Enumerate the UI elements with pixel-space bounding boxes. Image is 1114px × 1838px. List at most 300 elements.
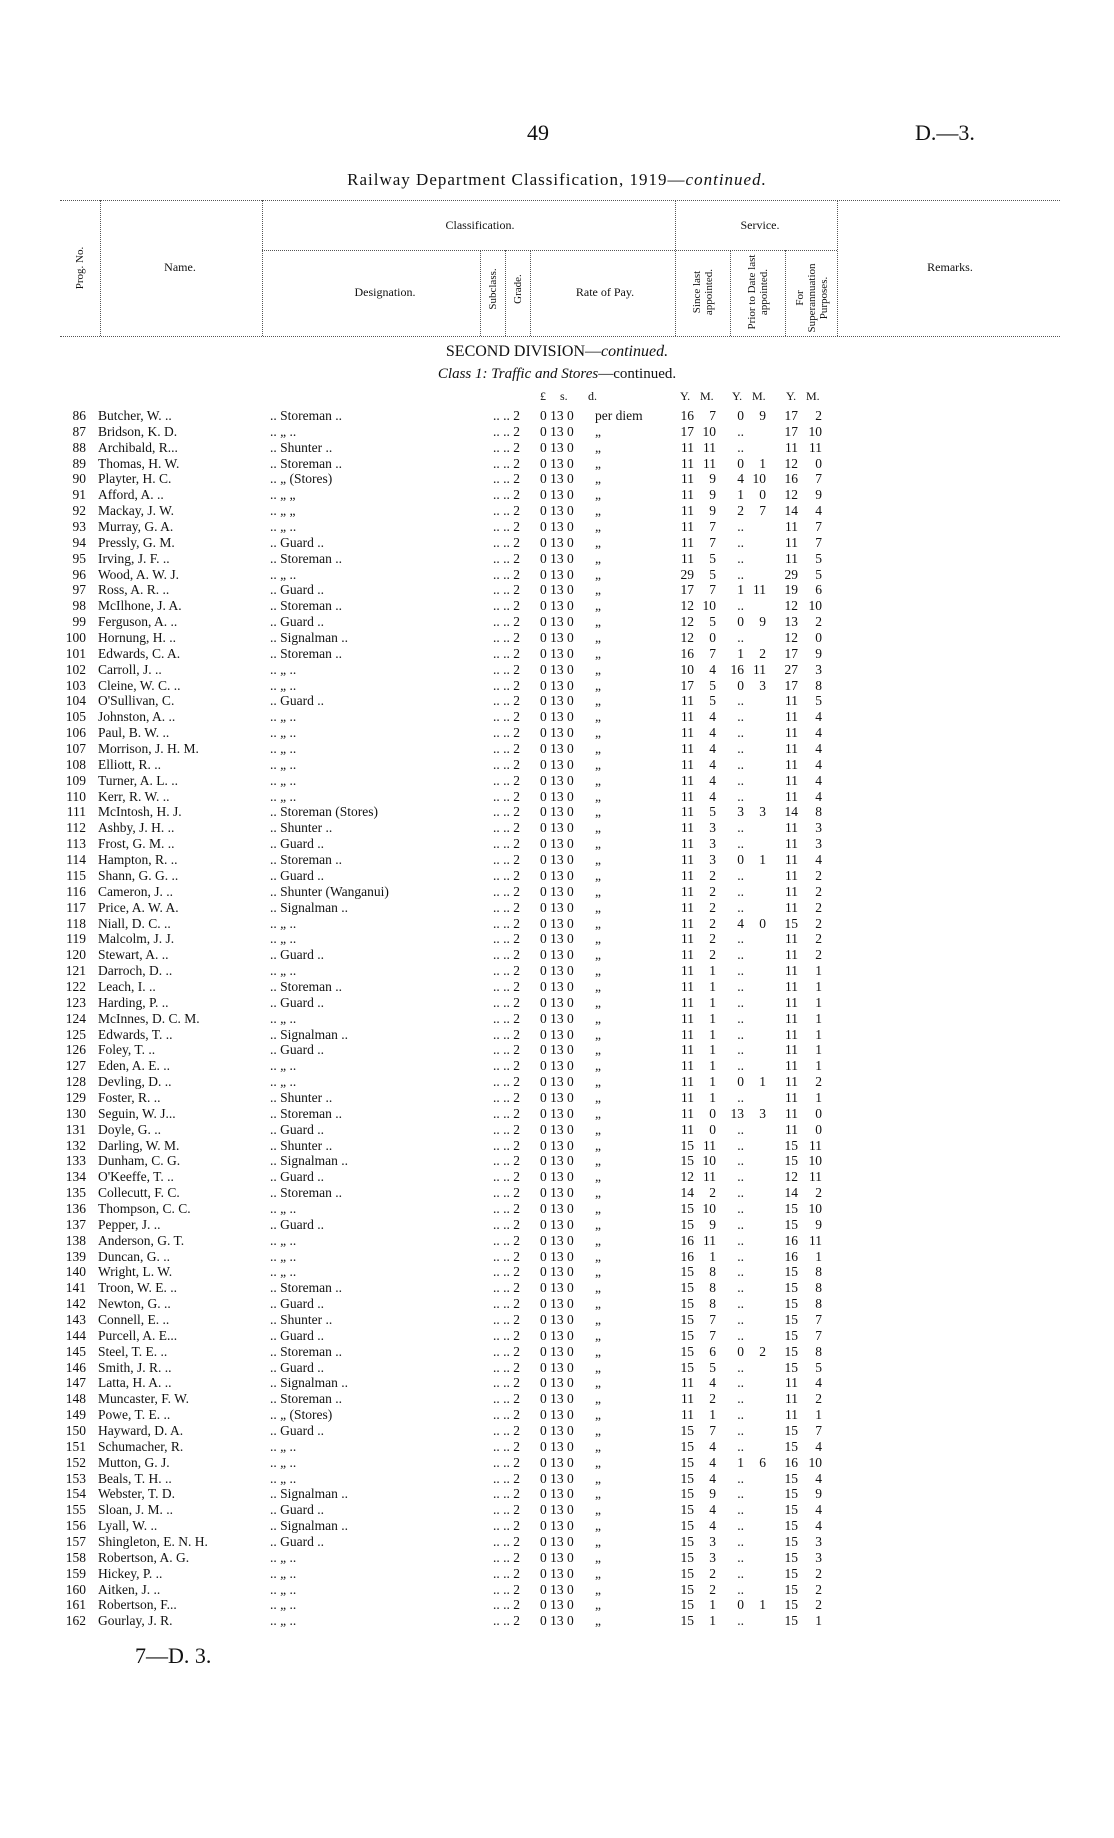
cell-rate-period: „ — [595, 1518, 601, 1534]
table-row — [0, 979, 1114, 995]
cell-rate-of-pay: 0 13 0 — [540, 614, 574, 630]
cell-super-months: 7 — [815, 1311, 822, 1327]
cell-prog-no: 141 — [65, 1280, 86, 1296]
cell-rate-period: „ — [595, 1026, 601, 1042]
cell-prior-years: .. — [737, 788, 744, 804]
cell-grade: .. .. 2 — [493, 1502, 520, 1518]
cell-name: Connell, E. .. — [98, 1311, 170, 1327]
cell-prog-no: 147 — [65, 1375, 86, 1391]
cell-name: Mackay, J. W. — [98, 503, 174, 519]
cell-super-months: 1 — [815, 978, 822, 994]
cell-rate-of-pay: 0 13 0 — [540, 645, 574, 661]
cell-designation: .. „ „ — [270, 503, 296, 519]
cell-since-years: 11 — [681, 1010, 694, 1026]
cell-prog-no: 156 — [65, 1518, 86, 1534]
cell-super-months: 4 — [815, 709, 822, 725]
cell-prog-no: 125 — [65, 1026, 86, 1042]
cell-super-months: 7 — [815, 519, 822, 535]
cell-designation: .. „ .. — [270, 1613, 297, 1629]
cell-grade: .. .. 2 — [493, 725, 520, 741]
cell-name: Malcolm, J. J. — [98, 931, 175, 947]
cell-rate-of-pay: 0 13 0 — [540, 550, 574, 566]
table-row — [0, 884, 1114, 900]
cell-since-years: 15 — [680, 1264, 694, 1280]
cell-designation: .. Guard .. — [270, 994, 324, 1010]
cell-rate-of-pay: 0 13 0 — [540, 1549, 574, 1565]
cell-since-months: 2 — [709, 947, 716, 963]
table-row — [0, 757, 1114, 773]
cell-rate-of-pay: 0 13 0 — [540, 852, 574, 868]
cell-designation: .. Signalman .. — [270, 1153, 348, 1169]
table-row — [0, 456, 1114, 472]
table-row — [0, 1486, 1114, 1502]
cell-name: Cameron, J. .. — [98, 883, 173, 899]
cell-prior-years: .. — [737, 1311, 744, 1327]
table-row — [0, 1217, 1114, 1233]
cell-since-months: 3 — [709, 852, 716, 868]
cell-since-months: 11 — [703, 455, 716, 471]
cell-prior-months: 3 — [759, 1105, 766, 1121]
cell-prior-years: .. — [737, 1518, 744, 1534]
cell-super-years: 14 — [784, 804, 798, 820]
cell-prior-years: 1 — [737, 1454, 744, 1470]
cell-super-years: 12 — [784, 598, 798, 614]
cell-prior-years: 0 — [737, 1597, 744, 1613]
cell-since-years: 15 — [680, 1534, 694, 1550]
cell-name: Turner, A. L. .. — [98, 772, 178, 788]
cell-prog-no: 153 — [65, 1470, 86, 1486]
col-divider — [480, 250, 481, 336]
cell-super-years: 15 — [784, 1343, 798, 1359]
cell-rate-period: „ — [595, 630, 601, 646]
cell-super-years: 16 — [784, 471, 798, 487]
cell-name: Leach, I. .. — [98, 978, 156, 994]
cell-super-years: 27 — [784, 661, 798, 677]
cell-prior-years: .. — [737, 947, 744, 963]
table-row — [0, 678, 1114, 694]
cell-grade: .. .. 2 — [493, 804, 520, 820]
cell-since-years: 15 — [680, 1280, 694, 1296]
cell-prior-years: .. — [737, 1200, 744, 1216]
cell-name: Thompson, C. C. — [98, 1200, 191, 1216]
cell-rate-of-pay: 0 13 0 — [540, 423, 574, 439]
table-row — [0, 916, 1114, 932]
cell-super-years: 11 — [785, 820, 798, 836]
header-top-rule — [60, 200, 1060, 201]
cell-name: Edwards, C. A. — [98, 645, 181, 661]
cell-name: Robertson, A. G. — [98, 1549, 190, 1565]
cell-since-years: 11 — [681, 471, 694, 487]
cell-grade: .. .. 2 — [493, 534, 520, 550]
cell-since-years: 11 — [681, 550, 694, 566]
cell-super-years: 11 — [785, 1074, 798, 1090]
cell-since-months: 4 — [709, 1502, 716, 1518]
cell-since-months: 7 — [709, 519, 716, 535]
cell-rate-of-pay: 0 13 0 — [540, 503, 574, 519]
table-row — [0, 1280, 1114, 1296]
cell-since-years: 15 — [680, 1486, 694, 1502]
cell-rate-of-pay: 0 13 0 — [540, 1486, 574, 1502]
cell-prior-years: .. — [737, 630, 744, 646]
table-row — [0, 1613, 1114, 1629]
cell-super-years: 11 — [785, 883, 798, 899]
cell-prior-years: .. — [737, 1216, 744, 1232]
cell-since-years: 11 — [681, 931, 694, 947]
cell-grade: .. .. 2 — [493, 630, 520, 646]
cell-grade: .. .. 2 — [493, 1296, 520, 1312]
col-divider — [837, 200, 838, 336]
cell-designation: .. Guard .. — [270, 1121, 324, 1137]
cell-prior-years: .. — [737, 1470, 744, 1486]
cell-name: Beals, T. H. .. — [98, 1470, 172, 1486]
unit-pence: d. — [588, 389, 597, 403]
cell-since-months: 2 — [709, 1185, 716, 1201]
cell-grade: .. .. 2 — [493, 1518, 520, 1534]
cell-since-months: 4 — [709, 661, 716, 677]
cell-prior-years: .. — [737, 1121, 744, 1137]
cell-rate-period: „ — [595, 1042, 601, 1058]
cell-super-months: 1 — [815, 1058, 822, 1074]
cell-super-years: 11 — [785, 1026, 798, 1042]
cell-rate-of-pay: 0 13 0 — [540, 1423, 574, 1438]
cell-super-months: 6 — [815, 582, 822, 598]
cell-super-months: 4 — [815, 1438, 822, 1454]
cell-rate-period: „ — [595, 1549, 601, 1565]
section-heading — [0, 343, 1114, 361]
cell-designation: .. Storeman .. — [270, 1343, 342, 1359]
cell-grade: .. .. 2 — [493, 1407, 520, 1423]
cell-rate-of-pay: 0 13 0 — [540, 1391, 574, 1407]
cell-prior-months: 11 — [753, 582, 766, 598]
cell-super-years: 15 — [784, 1296, 798, 1312]
cell-super-months: 2 — [815, 1074, 822, 1090]
cell-rate-of-pay: 0 13 0 — [540, 867, 574, 883]
cell-super-years: 11 — [785, 899, 798, 915]
cell-since-years: 15 — [680, 1502, 694, 1518]
cell-super-years: 15 — [784, 1216, 798, 1232]
cell-rate-period: „ — [595, 867, 601, 883]
cell-super-years: 17 — [784, 423, 798, 439]
cell-super-years: 15 — [784, 1486, 798, 1502]
table-row — [0, 1011, 1114, 1027]
cell-since-months: 10 — [702, 1200, 716, 1216]
cell-prior-years: .. — [737, 1232, 744, 1248]
cell-rate-of-pay: 0 13 0 — [540, 1216, 574, 1232]
cell-prior-months: 10 — [752, 471, 766, 487]
cell-since-years: 15 — [680, 1327, 694, 1343]
cell-since-months: 11 — [703, 439, 716, 455]
cell-prior-years: .. — [737, 1137, 744, 1153]
cell-since-years: 11 — [681, 788, 694, 804]
table-row — [0, 1328, 1114, 1344]
cell-super-years: 11 — [785, 1391, 798, 1407]
cell-super-months: 11 — [809, 1137, 822, 1153]
cell-prior-years: .. — [737, 820, 744, 836]
cell-grade: .. .. 2 — [493, 1454, 520, 1470]
cell-prior-years: .. — [737, 1264, 744, 1280]
cell-prog-no: 121 — [65, 963, 86, 979]
cell-super-years: 15 — [784, 1597, 798, 1613]
cell-name: Harding, P. .. — [98, 994, 169, 1010]
cell-designation: .. „ .. — [270, 1264, 297, 1280]
cell-name: Shingleton, E. N. H. — [98, 1534, 208, 1550]
cell-super-months: 2 — [815, 1565, 822, 1581]
cell-designation: .. Guard .. — [270, 1423, 324, 1438]
subsection-continued: —continued. — [598, 366, 677, 382]
cell-rate-of-pay: 0 13 0 — [540, 582, 574, 598]
cell-super-months: 4 — [815, 741, 822, 757]
cell-super-years: 11 — [785, 947, 798, 963]
cell-designation: .. „ (Stores) — [270, 1407, 333, 1423]
cell-name: McIntosh, H. J. — [98, 804, 182, 820]
cell-grade: .. .. 2 — [493, 1200, 520, 1216]
cell-super-years: 15 — [784, 1502, 798, 1518]
cell-prog-no: 106 — [65, 725, 86, 741]
cell-rate-of-pay: 0 13 0 — [540, 820, 574, 836]
table-row — [0, 1534, 1114, 1550]
cell-super-months: 4 — [815, 1518, 822, 1534]
cell-prior-years: .. — [737, 1010, 744, 1026]
cell-rate-period: „ — [595, 1311, 601, 1327]
table-row — [0, 1074, 1114, 1090]
cell-name: Anderson, G. T. — [98, 1232, 185, 1248]
cell-grade: .. .. 2 — [493, 1105, 520, 1121]
cell-since-years: 11 — [681, 534, 694, 550]
cell-name: Wood, A. W. J. — [98, 566, 180, 582]
cell-name: Collecutt, F. C. — [98, 1185, 180, 1201]
cell-grade: .. .. 2 — [493, 1423, 520, 1438]
cell-name: Foley, T. .. — [98, 1042, 156, 1058]
cell-super-months: 11 — [809, 1169, 822, 1185]
table-row — [0, 1027, 1114, 1043]
cell-super-years: 11 — [785, 1375, 798, 1391]
cell-since-months: 3 — [709, 836, 716, 852]
cell-prog-no: 151 — [65, 1438, 86, 1454]
cell-rate-period: „ — [595, 1074, 601, 1090]
cell-name: Hickey, P. .. — [98, 1565, 163, 1581]
cell-prior-years: .. — [737, 1407, 744, 1423]
cell-rate-of-pay: 0 13 0 — [540, 1407, 574, 1423]
cell-since-years: 17 — [680, 677, 694, 693]
table-row — [0, 503, 1114, 519]
cell-prior-years: 2 — [737, 503, 744, 519]
cell-rate-period: „ — [595, 566, 601, 582]
cell-super-months: 4 — [815, 1470, 822, 1486]
cell-prog-no: 88 — [72, 439, 86, 455]
table-row — [0, 1138, 1114, 1154]
cell-prog-no: 150 — [65, 1423, 86, 1438]
cell-rate-of-pay: 0 13 0 — [540, 1232, 574, 1248]
cell-super-months: 5 — [815, 566, 822, 582]
cell-since-years: 15 — [680, 1518, 694, 1534]
cell-grade: .. .. 2 — [493, 423, 520, 439]
cell-name: Hampton, R. .. — [98, 852, 178, 868]
cell-prog-no: 101 — [65, 645, 86, 661]
cell-grade: .. .. 2 — [493, 677, 520, 693]
table-row — [0, 820, 1114, 836]
cell-since-years: 17 — [680, 582, 694, 598]
cell-designation: .. Storeman .. — [270, 408, 342, 423]
document-reference: D.—3. — [915, 120, 975, 145]
cell-designation: .. Guard .. — [270, 582, 324, 598]
cell-super-years: 16 — [784, 1454, 798, 1470]
cell-rate-period: „ — [595, 1327, 601, 1343]
cell-since-years: 11 — [681, 725, 694, 741]
cell-designation: .. Storeman .. — [270, 1280, 342, 1296]
cell-super-years: 11 — [785, 550, 798, 566]
cell-rate-of-pay: 0 13 0 — [540, 1010, 574, 1026]
cell-name: Bridson, K. D. — [98, 423, 178, 439]
cell-prog-no: 109 — [65, 772, 86, 788]
cell-name: McIlhone, J. A. — [98, 598, 182, 614]
cell-super-years: 15 — [784, 1423, 798, 1438]
cell-grade: .. .. 2 — [493, 1232, 520, 1248]
cell-grade: .. .. 2 — [493, 899, 520, 915]
cell-since-years: 10 — [680, 661, 694, 677]
cell-grade: .. .. 2 — [493, 963, 520, 979]
cell-prog-no: 94 — [72, 534, 86, 550]
cell-designation: .. „ .. — [270, 756, 297, 772]
cell-since-months: 2 — [709, 915, 716, 931]
cell-since-years: 15 — [680, 1581, 694, 1597]
cell-prog-no: 104 — [65, 693, 86, 709]
cell-designation: .. Shunter .. — [270, 1137, 333, 1153]
cell-since-years: 11 — [681, 978, 694, 994]
cell-super-months: 1 — [815, 994, 822, 1010]
cell-designation: .. Storeman .. — [270, 645, 342, 661]
cell-name: Butcher, W. .. — [98, 408, 172, 423]
cell-prog-no: 130 — [65, 1105, 86, 1121]
cell-designation: .. „ .. — [270, 423, 297, 439]
cell-since-years: 11 — [681, 994, 694, 1010]
cell-super-years: 11 — [785, 534, 798, 550]
cell-designation: .. Guard .. — [270, 947, 324, 963]
cell-name: Mutton, G. J. — [98, 1454, 170, 1470]
cell-since-months: 7 — [709, 582, 716, 598]
cell-since-months: 4 — [709, 1438, 716, 1454]
cell-since-months: 5 — [709, 614, 716, 630]
cell-rate-of-pay: 0 13 0 — [540, 408, 574, 423]
cell-since-months: 1 — [709, 1058, 716, 1074]
table-row — [0, 804, 1114, 820]
cell-name: Troon, W. E. .. — [98, 1280, 178, 1296]
cell-super-months: 7 — [815, 1423, 822, 1438]
header-rate-of-pay: Rate of Pay. — [575, 285, 635, 299]
cell-since-years: 11 — [681, 947, 694, 963]
cell-designation: .. „ .. — [270, 1010, 297, 1026]
cell-designation: .. „ .. — [270, 725, 297, 741]
table-row — [0, 1566, 1114, 1582]
cell-since-months: 8 — [709, 1296, 716, 1312]
cell-prior-years: .. — [737, 978, 744, 994]
cell-super-months: 1 — [815, 1010, 822, 1026]
cell-since-years: 11 — [681, 915, 694, 931]
table-row — [0, 1375, 1114, 1391]
cell-name: McInnes, D. C. M. — [98, 1010, 200, 1026]
cell-super-years: 15 — [784, 1327, 798, 1343]
cell-super-months: 0 — [815, 1105, 822, 1121]
cell-designation: .. „ .. — [270, 677, 297, 693]
table-row — [0, 1090, 1114, 1106]
cell-super-years: 16 — [784, 1248, 798, 1264]
cell-rate-period: „ — [595, 487, 601, 503]
cell-rate-period: „ — [595, 1534, 601, 1550]
cell-super-months: 2 — [815, 899, 822, 915]
cell-rate-of-pay: 0 13 0 — [540, 1185, 574, 1201]
cell-super-months: 2 — [815, 1391, 822, 1407]
cell-prog-no: 157 — [65, 1534, 86, 1550]
cell-prior-years: 4 — [737, 471, 744, 487]
cell-super-years: 11 — [785, 1058, 798, 1074]
cell-since-years: 14 — [680, 1185, 694, 1201]
cell-prog-no: 152 — [65, 1454, 86, 1470]
cell-designation: .. Storeman .. — [270, 598, 342, 614]
cell-prior-years: .. — [737, 439, 744, 455]
cell-rate-of-pay: 0 13 0 — [540, 1565, 574, 1581]
cell-since-years: 11 — [681, 1058, 694, 1074]
cell-super-years: 17 — [784, 677, 798, 693]
table-row — [0, 614, 1114, 630]
unit-months: M. — [752, 389, 766, 403]
cell-grade: .. .. 2 — [493, 519, 520, 535]
cell-prog-no: 91 — [72, 487, 86, 503]
cell-grade: .. .. 2 — [493, 1391, 520, 1407]
cell-since-months: 8 — [709, 1280, 716, 1296]
cell-name: Niall, D. C. .. — [98, 915, 171, 931]
cell-grade: .. .. 2 — [493, 1327, 520, 1343]
cell-grade: .. .. 2 — [493, 1185, 520, 1201]
cell-since-years: 11 — [681, 1074, 694, 1090]
cell-super-months: 2 — [815, 915, 822, 931]
cell-prior-years: .. — [737, 836, 744, 852]
unit-years: Y. — [732, 389, 743, 403]
cell-name: Johnston, A. .. — [98, 709, 176, 725]
cell-super-years: 11 — [785, 1042, 798, 1058]
cell-rate-period: „ — [595, 915, 601, 931]
cell-since-months: 6 — [709, 1343, 716, 1359]
cell-grade: .. .. 2 — [493, 1343, 520, 1359]
cell-super-years: 12 — [784, 1169, 798, 1185]
cell-rate-of-pay: 0 13 0 — [540, 1438, 574, 1454]
cell-designation: .. Guard .. — [270, 1169, 324, 1185]
cell-since-years: 15 — [680, 1470, 694, 1486]
cell-since-months: 4 — [709, 741, 716, 757]
cell-rate-of-pay: 0 13 0 — [540, 1502, 574, 1518]
cell-prior-years: .. — [737, 899, 744, 915]
table-row — [0, 947, 1114, 963]
table-row — [0, 1169, 1114, 1185]
cell-super-years: 15 — [784, 915, 798, 931]
cell-prog-no: 145 — [65, 1343, 86, 1359]
cell-grade: .. .. 2 — [493, 1565, 520, 1581]
cell-since-months: 2 — [709, 899, 716, 915]
cell-rate-of-pay: 0 13 0 — [540, 1343, 574, 1359]
cell-prior-years: .. — [737, 534, 744, 550]
cell-prior-years: .. — [737, 1502, 744, 1518]
cell-rate-period: „ — [595, 661, 601, 677]
cell-name: Carroll, J. .. — [98, 661, 162, 677]
cell-since-years: 11 — [681, 1407, 694, 1423]
cell-since-years: 12 — [680, 614, 694, 630]
table-row — [0, 1201, 1114, 1217]
table-row — [0, 487, 1114, 503]
cell-since-months: 0 — [709, 630, 716, 646]
cell-rate-period: „ — [595, 1058, 601, 1074]
cell-prior-years: .. — [737, 519, 744, 535]
table-row — [0, 1550, 1114, 1566]
cell-super-years: 11 — [785, 741, 798, 757]
cell-prior-years: 1 — [737, 582, 744, 598]
